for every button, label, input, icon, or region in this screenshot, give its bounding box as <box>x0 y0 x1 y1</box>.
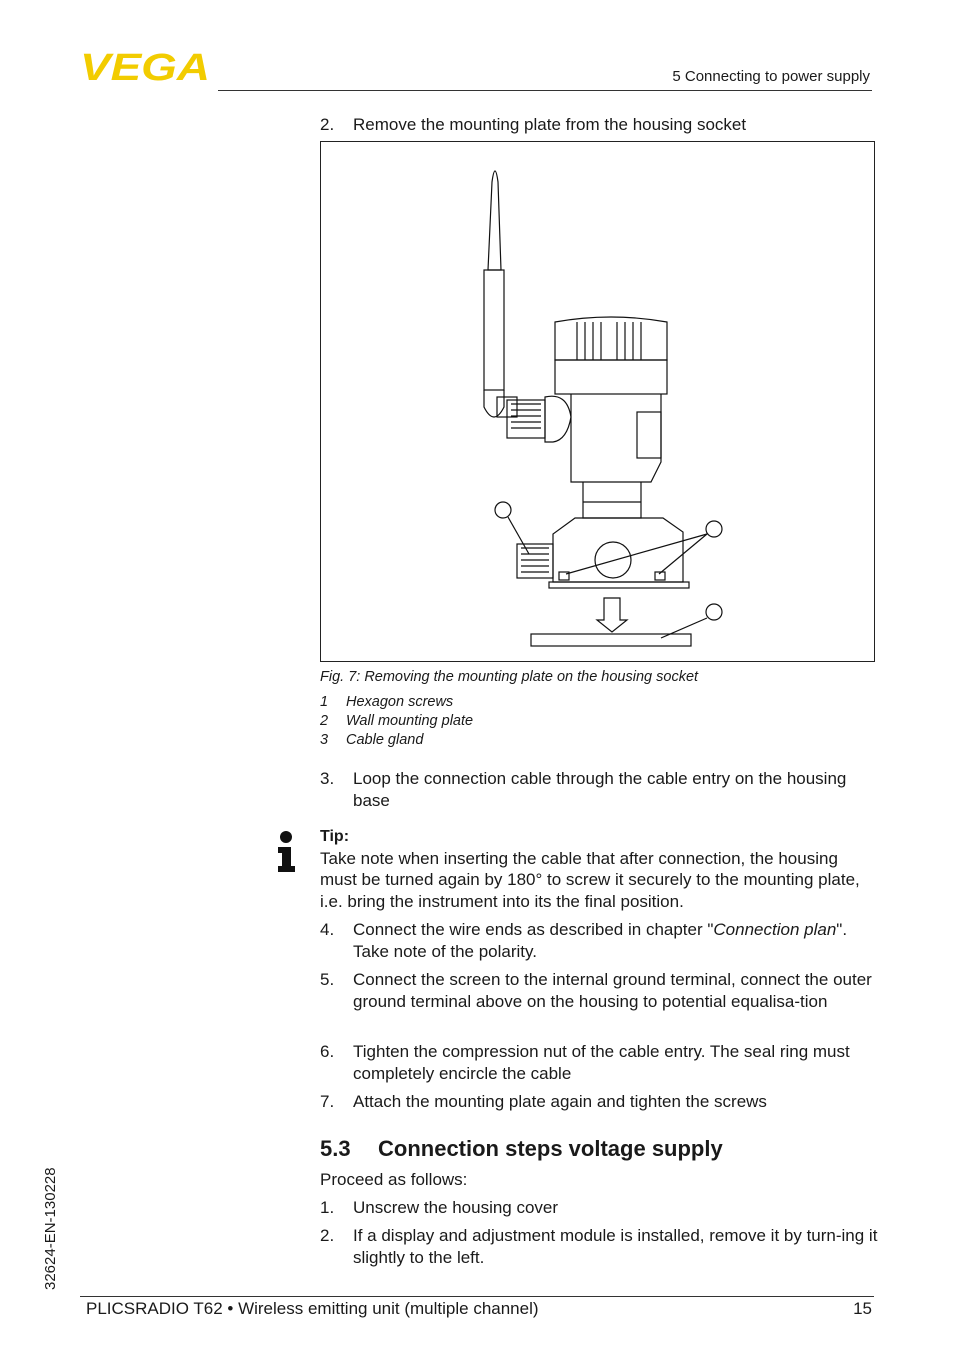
info-icon <box>275 830 297 874</box>
chapter-reference: Connection plan <box>713 920 837 939</box>
tip-title: Tip: <box>320 828 350 845</box>
housing-body <box>571 394 661 482</box>
cable-gland <box>517 544 553 578</box>
step-item: 3. Loop the connection cable through the cable entry on the housing base <box>320 769 847 810</box>
housing-cover <box>555 317 667 360</box>
housing-diagram <box>321 142 874 661</box>
tip-block <box>320 826 876 912</box>
step-item: 6. Tighten the compression nut of the cable entry. The seal ring must completely encircle the cable <box>320 1042 850 1083</box>
step-item: 2. Remove the mounting plate from the housing socket <box>320 115 747 134</box>
page-number: 15 <box>853 1299 872 1318</box>
step-item: 7. Attach the mounting plate again and tighten the screws <box>320 1092 767 1111</box>
step-item: 4. Connect the wire ends as described in chapter "Connection plan". Take note of the polarity. <box>320 920 848 961</box>
step-item: 2. If a display and adjustment module is installed, remove it by turn-ing it slightly to the left. <box>320 1226 878 1267</box>
figure-frame <box>320 141 875 662</box>
housing-ring <box>555 360 667 394</box>
header-divider <box>218 90 872 91</box>
callout-3 <box>706 604 722 620</box>
step-item: 5. Connect the screen to the internal ground terminal, connect the outer ground terminal above on the housing to potential equalisa-tion <box>320 970 872 1011</box>
footer-divider <box>80 1296 874 1297</box>
callout-1 <box>495 502 511 518</box>
section-intro: Proceed as follows: <box>320 1170 468 1189</box>
svg-text:VEGA: VEGA <box>80 50 210 84</box>
down-arrow <box>597 598 627 632</box>
vega-logo <box>80 50 212 84</box>
header-section-title: 5 Connecting to power supply <box>672 68 870 85</box>
figure-caption: Fig. 7: Removing the mounting plate on the housing socket <box>320 669 699 685</box>
callout-2 <box>706 521 722 537</box>
step-item: 1. Unscrew the housing cover <box>320 1198 559 1217</box>
section-heading: 5.3 Connection steps voltage supply <box>320 1136 723 1161</box>
document-id: 32624-EN-130228 <box>42 1167 59 1290</box>
antenna-mast <box>484 270 504 390</box>
antenna-tip <box>488 171 501 270</box>
tip-text: Take note when inserting the cable that after connection, the housing must be turned again by 180° to screw it securely to the mounting plate, i.e. bring the instrument into its the final position. <box>320 848 860 911</box>
footer-title: PLICSRADIO T62 • Wireless emitting unit (multiple channel) <box>86 1299 539 1318</box>
cable-entry <box>595 542 631 578</box>
